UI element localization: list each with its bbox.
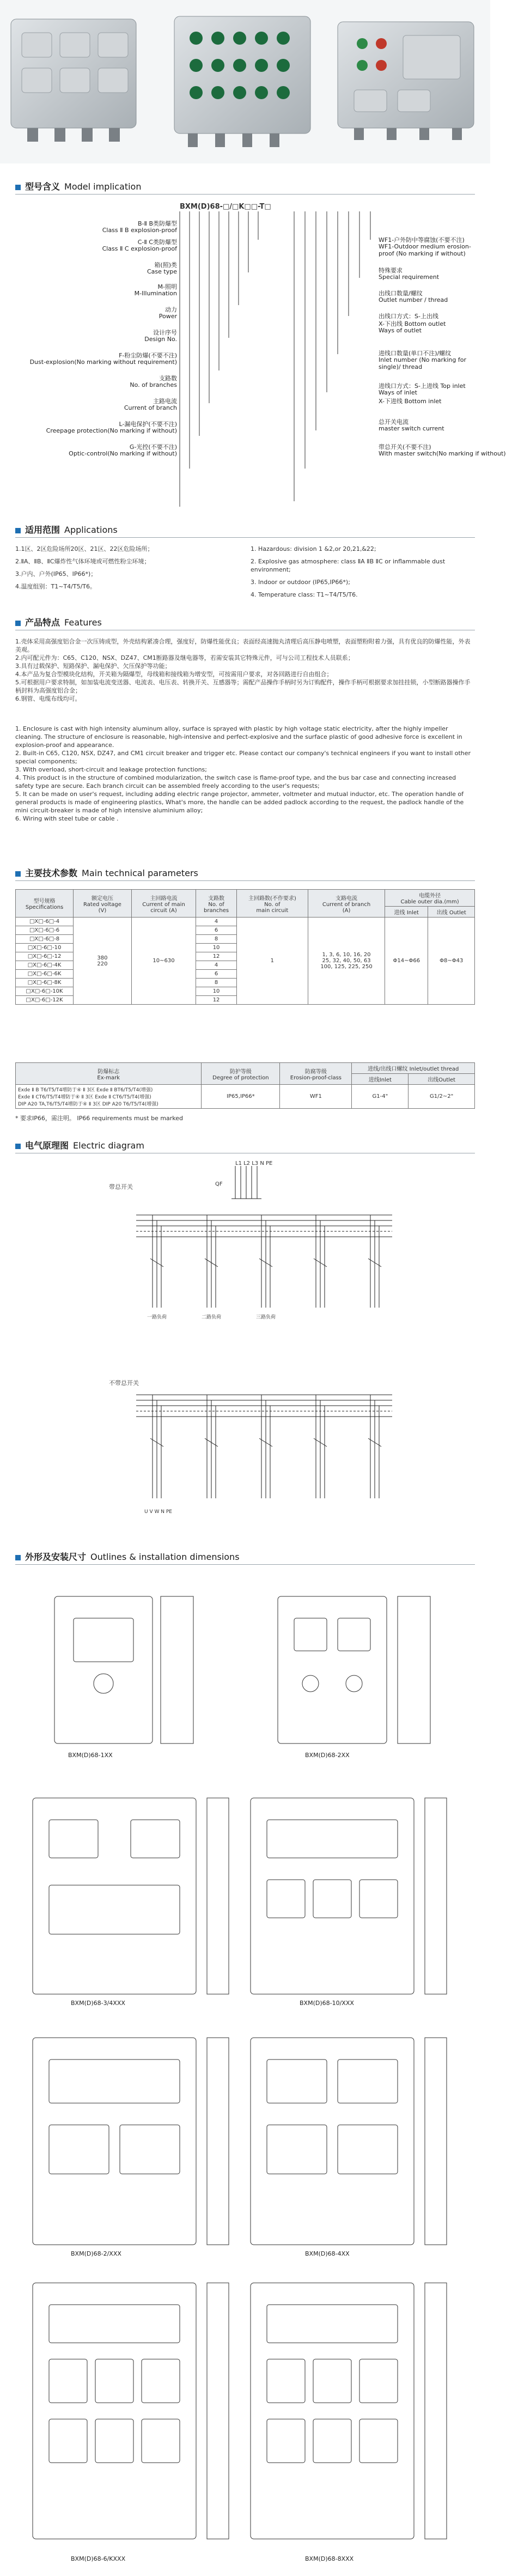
scope-item: 2.ⅡA、ⅡB、ⅡC爆炸性气体环境或可燃性粉尘环境； xyxy=(15,558,150,565)
model-label: Dust-explosion(No marking without requirement) xyxy=(29,359,177,366)
table-cell: 8 xyxy=(196,979,237,987)
table-cell: G1-4" xyxy=(352,1085,409,1109)
feature-item: 3.具有过载保护、短路保护、漏电保护、欠压保护等功能； xyxy=(15,663,171,670)
scope-item: 2. Explosive gas atmosphere: class ⅡA ⅡB ⅡC or inflammable dust environment; xyxy=(251,558,446,573)
section-bullet-icon xyxy=(15,871,21,877)
table-header: 主回路电流 Current of main circuit (A) xyxy=(131,890,196,918)
model-code: BXM(D)68-□/□K□□-T□ xyxy=(180,203,271,211)
table-cell xyxy=(16,1085,202,1109)
outline-row-2 xyxy=(22,1787,468,2016)
table-header: 型号规格 Specifications xyxy=(16,890,74,918)
model-label: 动力 xyxy=(165,306,177,313)
feature-item: 1. Enclosure is cast with high intensity aluminum alloy, surface is sprayed with plastic by high voltage static electricity, after the highly impeller cleaning. The structure of enclosure is reasonable, high-intensive and perfect-explosive and the surface plastic of good adhesive force is excellent in explosion-proof and appearance. xyxy=(15,725,462,749)
table-cell: 12 xyxy=(196,952,237,961)
table-cell: □X□-6□-4K xyxy=(16,961,74,970)
outline-caption: BXM(D)68-6/KXXX xyxy=(71,2555,126,2562)
cabinet-photo-1 xyxy=(11,19,136,142)
section-title-model xyxy=(15,180,141,192)
model-label: Inlet number (No marking for single)/ thread xyxy=(379,356,467,370)
table-cell: 6 xyxy=(196,926,237,935)
table-cell: 4 xyxy=(196,918,237,926)
table-cell: G1/2~2" xyxy=(409,1085,475,1109)
model-label: Case type xyxy=(147,268,177,275)
divider xyxy=(15,1564,475,1565)
scope-item: 3. Indoor or outdoor (IP65,IP66*); xyxy=(251,579,350,586)
model-label: C-Ⅱ C类防爆型 xyxy=(137,239,177,246)
scope-item: 1. Hazardous: division 1 &2,or 20,21,&22; xyxy=(251,545,376,552)
features-cn xyxy=(15,637,475,703)
model-label: 出线口方式：S-上出线 xyxy=(379,313,438,320)
table-cell: 8 xyxy=(196,935,237,944)
table-cell: 1 xyxy=(236,918,308,1005)
table-cell: 4 xyxy=(196,961,237,970)
exmark-line: DIP A20 TA,T6/T5/T4增防于④ Ⅱ 3区 DIP A20 T6/T5/T4(增强) xyxy=(18,1102,158,1107)
table-cell: □X□-6□-8 xyxy=(16,935,74,944)
section-title-features xyxy=(15,616,102,628)
outline-row-4 xyxy=(22,2272,468,2561)
model-label: Ways of inlet xyxy=(379,389,417,396)
model-label: Power xyxy=(158,313,177,320)
model-label: F-粉尘防爆(不要不注) xyxy=(119,352,177,359)
schematic-without-master xyxy=(120,1362,403,1526)
section-title-cn: 外形及安装尺寸 xyxy=(25,1552,87,1562)
section-bullet-icon xyxy=(15,1144,21,1149)
section-bullet-icon xyxy=(15,528,21,533)
table-cell: 10 xyxy=(196,944,237,952)
outline-row-3 xyxy=(22,2027,468,2267)
model-label: M-照明 xyxy=(157,283,177,290)
table-cell: 1, 3, 6, 10, 16, 20 25, 32, 40, 50, 63 100, 125, 225, 250 xyxy=(308,918,385,1005)
model-label: Class Ⅱ B explosion-proof xyxy=(102,227,177,234)
model-label: B-Ⅱ B类防爆型 xyxy=(138,220,177,227)
table-cell: Φ8~Φ43 xyxy=(428,918,475,1005)
table-cell: 10~630 xyxy=(131,918,196,1005)
model-label: 特殊要求 xyxy=(379,267,403,274)
section-title-cn: 产品特点 xyxy=(25,617,60,628)
bus-label: L1 L2 L3 N PE xyxy=(235,1161,273,1167)
section-title-outline xyxy=(15,1550,240,1563)
model-label: No. of branches xyxy=(130,381,177,388)
table-header: 防护等级 Degree of protection xyxy=(202,1063,280,1085)
table-cell: □X□-6□-10 xyxy=(16,944,74,952)
scope-item: 4. Temperature class: T1~T4/T5/T6. xyxy=(251,591,358,598)
feature-item: 5.可根据用户要求特制，如加装电流变送器、电流表、电压表、转换开关、互感器等；需配产品操作手柄时另为订购配件，操作手柄可根据要求加挂挂锁，小型断路器操作手柄封料为高强度铝合金； xyxy=(15,679,471,694)
table-cell: □X□-6□-12K xyxy=(16,996,74,1005)
model-label: Special requirement xyxy=(379,274,440,281)
model-label: Current of branch xyxy=(124,404,177,411)
outline-caption: BXM(D)68-3/4XXX xyxy=(71,2000,125,2007)
exmark-line: Exde Ⅱ B T6/T5/T4增防于④ Ⅱ 3区 Exde Ⅱ BT6/T5/T4(增强) xyxy=(18,1087,153,1093)
table-cell: □X□-6□-8K xyxy=(16,979,74,987)
outline-caption: BXM(D)68-1XX xyxy=(68,1752,113,1759)
table-header: 支路数 No. of branches xyxy=(196,890,237,918)
feature-item: 4. This product is in the structure of combined modularization, the switch case is flame-proof type, and the bus bar case and connecting increased safety type are secure. Each branch circuit can be assembled freely according to the user's requests; xyxy=(15,774,456,789)
section-title-cn: 型号含义 xyxy=(25,181,60,192)
model-label: WF1-户外防中等腐蚀(不要不注) xyxy=(379,236,465,244)
table-header: 电缆外径 Cable outer dia.(mm) xyxy=(385,890,475,907)
model-label: 进线口方式：S-上进线 Top inlet xyxy=(379,382,466,390)
model-label: Class Ⅱ C explosion-proof xyxy=(102,245,177,252)
table-header: 防腐等级 Erosion-proof-class xyxy=(280,1063,352,1085)
feature-item: 1.壳体采用高强度铝合金一次压铸成型，外壳结构紧凑合理，强度好，防爆性能优良；表面经高速抛丸清理后高压静电喷塑，表面塑粉附着力强，具有优良的防爆性能，外表美观。 xyxy=(15,638,471,653)
feature-item: 4.本产品为复合型模块化结构，开关箱为隔爆型，母线箱和接线箱为增安型，可按需用户要求，对各回路进行自由组合； xyxy=(15,671,333,678)
hero-product-photos xyxy=(0,0,490,163)
scope-list-cn xyxy=(15,545,233,591)
section-title-en: Electric diagram xyxy=(73,1140,144,1151)
section-title-electric xyxy=(15,1139,144,1151)
section-title-en: Main technical parameters xyxy=(82,868,198,878)
diagram-label: 带总开关 xyxy=(109,1183,133,1190)
scope-item: 4.温度组别：T1~T4/T5/T6。 xyxy=(15,583,96,590)
table-header: 支路电流 Current of branch (A) xyxy=(308,890,385,918)
section-title-scope xyxy=(15,523,118,536)
section-bullet-icon xyxy=(15,621,21,626)
scope-item: 3.户内、户外(IP65、IP66*)； xyxy=(15,570,97,578)
model-label: G-光控(不要不注) xyxy=(129,443,177,451)
section-title-cn: 电气原理图 xyxy=(25,1140,69,1151)
model-label: 支路数 xyxy=(159,375,177,382)
table-row xyxy=(16,1085,475,1109)
divider xyxy=(15,194,475,195)
table-header: 进线/出线口螺纹 Inlet/outlet thread xyxy=(352,1063,475,1074)
table-cell: □X□-6□-4 xyxy=(16,918,74,926)
table-cell: 6 xyxy=(196,970,237,979)
table-header: 主回路数(不作要求) No. of main circuit xyxy=(236,890,308,918)
exmark-table xyxy=(15,1062,475,1109)
model-label: 出线口数量/螺纹 xyxy=(379,290,423,297)
branch-label: 二路负荷 xyxy=(202,1315,222,1320)
table-cell: Φ14~Φ66 xyxy=(385,918,428,1005)
feature-item: 6. Wiring with steel tube or cable . xyxy=(15,815,119,822)
table-cell: 12 xyxy=(196,996,237,1005)
table-header: 进线Inlet xyxy=(352,1074,409,1085)
branch-label: 一路负荷 xyxy=(147,1315,167,1320)
section-title-cn: 适用范围 xyxy=(25,525,60,535)
model-label: X-下进线 Bottom inlet xyxy=(379,398,442,405)
feature-item: 2. Built-in C65, C120, NSX, DZ47, and CM1 circuit breaker and trigger etc. Please contact our company's technical engineers if you want to install other special components; xyxy=(15,750,471,765)
model-label: L-漏电保护(不要不注) xyxy=(119,421,177,428)
table-cell: □X□-6□-12 xyxy=(16,952,74,961)
cabinet-photo-3 xyxy=(338,22,474,140)
model-label: Creepage protection(No marking if without) xyxy=(46,427,177,434)
section-title-en: Outlines & installation dimensions xyxy=(90,1552,240,1562)
table-header: 出线Outlet xyxy=(409,1074,475,1085)
table-cell: IP65,IP66* xyxy=(202,1085,280,1109)
table-row xyxy=(16,918,475,926)
outline-caption: BXM(D)68-8XXX xyxy=(305,2555,354,2562)
table-cell: 380 220 xyxy=(74,918,132,1005)
table-header: 防爆标志 Ex-mark xyxy=(16,1063,202,1085)
outline-caption: BXM(D)68-2XX xyxy=(305,1752,350,1759)
model-label: 带总开关(不要不注) xyxy=(379,443,431,451)
feature-item: 2.内可配元件为：C65、C120、NSX、DZ47、CM1断路器及继电器等，若需安装其它特殊元件，可与公司工程技术人员联系； xyxy=(15,654,354,661)
terminal-label: U V W N PE xyxy=(144,1509,172,1515)
section-title-en: Applications xyxy=(64,525,118,535)
model-label: Design No. xyxy=(144,336,177,343)
outline-caption: BXM(D)68-4XX xyxy=(305,2250,350,2257)
table-cell: □X□-6□-10K xyxy=(16,987,74,996)
breaker-label: QF xyxy=(215,1181,223,1187)
outline-caption: BXM(D)68-10/XXX xyxy=(300,2000,354,2007)
table-cell: 10 xyxy=(196,987,237,996)
model-label: 进线口数量(单口不注)/螺纹 xyxy=(379,350,452,357)
exmark-note: * 要求IP66，需注明。 IP66 requirements must be marked xyxy=(15,1115,184,1122)
feature-item: 3. With overload, short-circuit and leakage protection functions; xyxy=(15,766,207,773)
cabinet-photo-2 xyxy=(174,16,310,147)
section-title-en: Model implication xyxy=(64,181,142,192)
exmark-line: Exde Ⅱ CT6/T5/T4增防于④ Ⅱ 3区 Exde Ⅱ CT6/T5/T4(增强) xyxy=(18,1095,151,1100)
outline-caption: BXM(D)68-2/XXX xyxy=(71,2250,121,2257)
model-label: WF1-Outdoor medium erosion-proof (No marking if without) xyxy=(379,243,471,257)
section-bullet-icon xyxy=(15,185,21,190)
model-label: master switch current xyxy=(379,425,444,432)
model-label: 主路电流 xyxy=(153,398,177,405)
model-label: 箱(照)类 xyxy=(154,262,177,269)
divider xyxy=(15,537,475,538)
params-table xyxy=(15,889,475,1005)
model-label: 设计序号 xyxy=(153,329,177,336)
feature-item: 6.钢管、电缆布线均可。 xyxy=(15,695,81,702)
table-cell: WF1 xyxy=(280,1085,352,1109)
table-cell: □X□-6□-6 xyxy=(16,926,74,935)
model-label: X-下出线 Bottom outlet xyxy=(379,320,446,327)
divider xyxy=(15,880,475,881)
scope-item: 1.1区、2区危险场所20区、21区、22区危险场所； xyxy=(15,545,154,552)
section-title-params xyxy=(15,866,198,879)
model-label: 总开关电流 xyxy=(379,418,409,426)
model-label: Outlet number / thread xyxy=(379,296,448,303)
section-title-en: Features xyxy=(64,617,102,628)
feature-item: 5. It can be made on user's request, including adding electric range projector, ammeter, voltmeter and mutual inductor, etc. The operation handle of general products is made of engineering plastics, What's more, the handle can be added padlock according to the request, the padlock handle of the mini circuit-breaker is made of high intensive aluminium alloy; xyxy=(15,791,464,814)
table-header: 出线 Outlet xyxy=(428,907,475,918)
scope-list-en xyxy=(251,545,474,599)
hero-banner xyxy=(0,0,490,163)
diagram-label: 不带总开关 xyxy=(109,1380,139,1387)
model-label: M-Illumination xyxy=(134,290,177,297)
table-cell: □X□-6□-6K xyxy=(16,970,74,979)
branch-label: 三路负荷 xyxy=(256,1315,276,1320)
section-title-cn: 主要技术参数 xyxy=(25,868,78,878)
features-en xyxy=(15,725,475,823)
model-label: With master switch(No marking if without) xyxy=(379,450,506,457)
model-label: Ways of outlet xyxy=(379,327,422,334)
model-label: Optic-control(No marking if without) xyxy=(69,450,177,457)
table-header: 进线 Inlet xyxy=(385,907,428,918)
table-header: 额定电压 Rated voltage (V) xyxy=(74,890,132,918)
section-bullet-icon xyxy=(15,1555,21,1560)
